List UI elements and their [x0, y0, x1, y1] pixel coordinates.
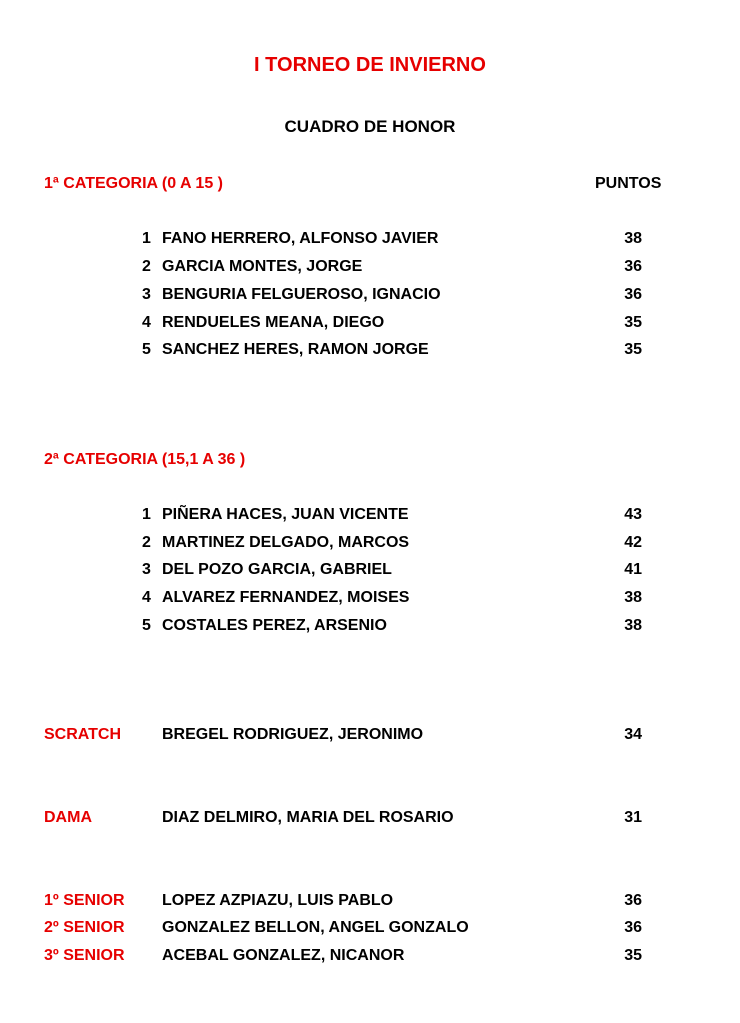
- row-name: PIÑERA HACES, JUAN VICENTE: [162, 506, 409, 523]
- row-points: 38: [624, 589, 642, 606]
- award-label-senior-3: 3º SENIOR: [44, 947, 125, 964]
- table-row: [142, 617, 387, 635]
- row-points: 38: [624, 230, 642, 247]
- row-points: 36: [624, 286, 642, 303]
- page-title: I TORNEO DE INVIERNO: [254, 54, 486, 76]
- award-points: 35: [624, 947, 642, 964]
- award-points: 31: [624, 809, 642, 826]
- row-points: 41: [624, 561, 642, 578]
- row-name: GARCIA MONTES, JORGE: [162, 258, 363, 275]
- row-points: 43: [624, 506, 642, 523]
- row-position: 5: [142, 341, 151, 358]
- category-2-heading: 2ª CATEGORIA (15,1 A 36 ): [44, 451, 246, 468]
- row-points: 35: [624, 341, 642, 358]
- row-name: SANCHEZ HERES, RAMON JORGE: [162, 341, 429, 358]
- table-row: [142, 230, 438, 248]
- row-name: COSTALES PEREZ, ARSENIO: [162, 617, 387, 634]
- row-position: 4: [142, 589, 151, 606]
- table-row: [142, 258, 362, 276]
- row-name: RENDUELES MEANA, DIEGO: [162, 314, 385, 331]
- row-position: 4: [142, 314, 151, 331]
- row-position: 5: [142, 617, 151, 634]
- row-name: MARTINEZ DELGADO, MARCOS: [162, 534, 410, 551]
- table-row: [142, 314, 384, 332]
- row-position: 3: [142, 561, 151, 578]
- page-subtitle: CUADRO DE HONOR: [284, 117, 456, 136]
- row-position: 1: [142, 506, 151, 523]
- row-points: 42: [624, 534, 642, 551]
- row-name: FANO HERRERO, ALFONSO JAVIER: [162, 230, 439, 247]
- award-points: 34: [624, 726, 642, 743]
- table-row: [142, 534, 409, 552]
- table-row: [142, 286, 441, 304]
- row-position: 3: [142, 286, 151, 303]
- row-position: 1: [142, 230, 151, 247]
- row-name: DEL POZO GARCIA, GABRIEL: [162, 561, 392, 578]
- row-name: BENGURIA FELGUEROSO, IGNACIO: [162, 286, 441, 303]
- award-name: BREGEL RODRIGUEZ, JERONIMO: [162, 726, 424, 743]
- row-name: ALVAREZ FERNANDEZ, MOISES: [162, 589, 410, 606]
- award-name: GONZALEZ BELLON, ANGEL GONZALO: [162, 919, 469, 936]
- award-label-senior-1: 1º SENIOR: [44, 892, 125, 909]
- award-points: 36: [624, 892, 642, 909]
- row-points: 35: [624, 314, 642, 331]
- row-position: 2: [142, 534, 151, 551]
- category-1-heading: 1ª CATEGORIA (0 A 15 ): [44, 175, 223, 192]
- award-label-scratch: SCRATCH: [44, 726, 122, 743]
- award-name: DIAZ DELMIRO, MARIA DEL ROSARIO: [162, 809, 454, 826]
- table-row: [142, 561, 392, 579]
- award-label-senior-2: 2º SENIOR: [44, 919, 125, 936]
- table-row: [142, 506, 409, 524]
- puntos-header: PUNTOS: [595, 175, 662, 192]
- award-label-dama: DAMA: [44, 809, 92, 826]
- award-name: ACEBAL GONZALEZ, NICANOR: [162, 947, 405, 964]
- row-position: 2: [142, 258, 151, 275]
- table-row: [142, 341, 429, 359]
- award-points: 36: [624, 919, 642, 936]
- award-name: LOPEZ AZPIAZU, LUIS PABLO: [162, 892, 394, 909]
- table-row: [142, 589, 409, 607]
- row-points: 36: [624, 258, 642, 275]
- row-points: 38: [624, 617, 642, 634]
